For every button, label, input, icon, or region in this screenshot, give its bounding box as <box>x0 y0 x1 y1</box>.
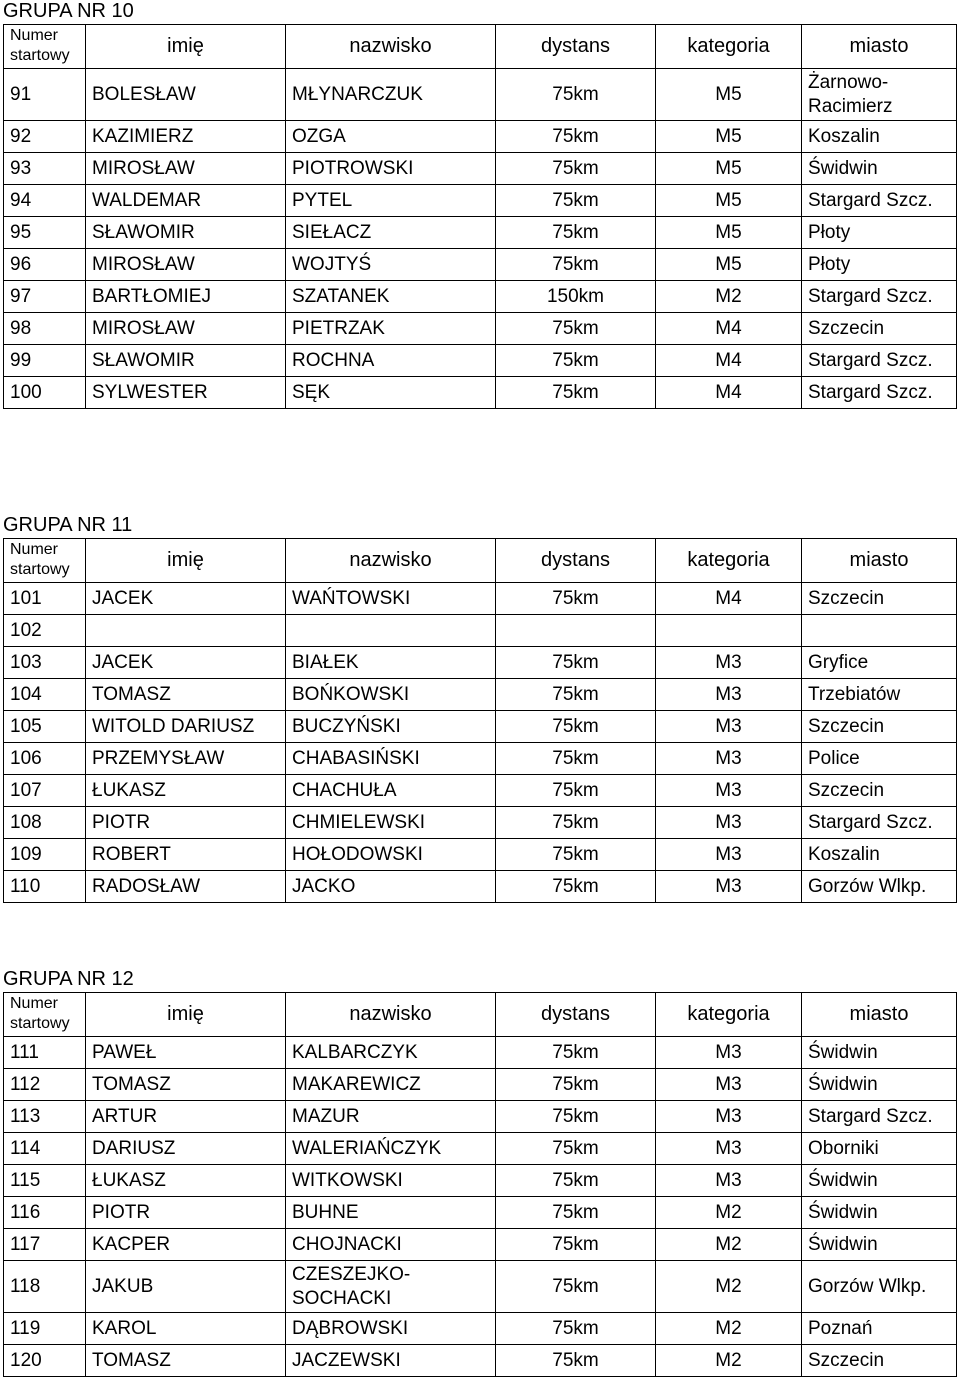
cell-nazwisko: ROCHNA <box>286 345 496 377</box>
cell-nazwisko: PIETRZAK <box>286 313 496 345</box>
group-section <box>0 0 960 409</box>
cell-nazwisko: PYTEL <box>286 185 496 217</box>
table-row <box>4 1069 957 1101</box>
cell-numer: 97 <box>4 281 86 313</box>
cell-dystans: 75km <box>496 1069 656 1101</box>
cell-numer: 96 <box>4 249 86 281</box>
cell-dystans: 75km <box>496 249 656 281</box>
cell-miasto: Żarnowo-Racimierz <box>802 69 957 121</box>
cell-kategoria: M5 <box>656 153 802 185</box>
cell-numer: 119 <box>4 1313 86 1345</box>
cell-imie: MIROSŁAW <box>86 249 286 281</box>
table-row <box>4 185 957 217</box>
group-section <box>0 514 960 903</box>
cell-numer: 120 <box>4 1345 86 1377</box>
cell-nazwisko: WOJTYŚ <box>286 249 496 281</box>
group-title: GRUPA NR 10 <box>3 0 134 22</box>
cell-numer: 105 <box>4 711 86 743</box>
table-row <box>4 153 957 185</box>
cell-kategoria: M5 <box>656 217 802 249</box>
cell-imie: JACEK <box>86 583 286 615</box>
cell-numer: 94 <box>4 185 86 217</box>
cell-dystans: 75km <box>496 775 656 807</box>
cell-nazwisko: CHOJNACKI <box>286 1229 496 1261</box>
table-row <box>4 1101 957 1133</box>
cell-nazwisko: WALERIAŃCZYK <box>286 1133 496 1165</box>
table-row <box>4 121 957 153</box>
cell-numer: 102 <box>4 615 86 647</box>
cell-numer: 111 <box>4 1037 86 1069</box>
table-row <box>4 1037 957 1069</box>
cell-miasto: Szczecin <box>802 711 957 743</box>
table-row <box>4 775 957 807</box>
header-dystans: dystans <box>496 25 656 69</box>
cell-miasto: Stargard Szcz. <box>802 1101 957 1133</box>
cell-nazwisko: SĘK <box>286 377 496 409</box>
cell-imie: PIOTR <box>86 1197 286 1229</box>
cell-dystans: 75km <box>496 153 656 185</box>
table-row <box>4 1229 957 1261</box>
cell-imie: ARTUR <box>86 1101 286 1133</box>
cell-miasto: Koszalin <box>802 839 957 871</box>
cell-miasto: Świdwin <box>802 1165 957 1197</box>
cell-kategoria: M2 <box>656 281 802 313</box>
cell-imie: SYLWESTER <box>86 377 286 409</box>
cell-numer: 107 <box>4 775 86 807</box>
header-kategoria: kategoria <box>656 993 802 1037</box>
cell-nazwisko: JACZEWSKI <box>286 1345 496 1377</box>
cell-imie: WITOLD DARIUSZ <box>86 711 286 743</box>
cell-kategoria: M3 <box>656 743 802 775</box>
cell-numer: 112 <box>4 1069 86 1101</box>
cell-dystans <box>496 615 656 647</box>
header-kategoria: kategoria <box>656 25 802 69</box>
cell-numer: 114 <box>4 1133 86 1165</box>
cell-nazwisko: CZESZEJKO-SOCHACKI <box>286 1261 496 1313</box>
header-row <box>4 539 957 583</box>
cell-kategoria: M4 <box>656 377 802 409</box>
table-row <box>4 647 957 679</box>
cell-kategoria: M3 <box>656 1133 802 1165</box>
cell-numer: 109 <box>4 839 86 871</box>
header-row <box>4 25 957 69</box>
cell-kategoria: M3 <box>656 1069 802 1101</box>
cell-imie: KACPER <box>86 1229 286 1261</box>
cell-kategoria: M2 <box>656 1313 802 1345</box>
cell-kategoria: M2 <box>656 1229 802 1261</box>
cell-nazwisko: BOŃKOWSKI <box>286 679 496 711</box>
table-row <box>4 69 957 121</box>
cell-nazwisko: JACKO <box>286 871 496 903</box>
cell-dystans: 75km <box>496 1313 656 1345</box>
table-row <box>4 679 957 711</box>
cell-miasto: Szczecin <box>802 313 957 345</box>
cell-imie: JAKUB <box>86 1261 286 1313</box>
cell-numer: 98 <box>4 313 86 345</box>
cell-numer: 91 <box>4 69 86 121</box>
cell-nazwisko: SIEŁACZ <box>286 217 496 249</box>
cell-dystans: 75km <box>496 871 656 903</box>
cell-miasto: Police <box>802 743 957 775</box>
cell-miasto: Świdwin <box>802 1197 957 1229</box>
cell-numer: 93 <box>4 153 86 185</box>
table-row <box>4 1165 957 1197</box>
cell-dystans: 75km <box>496 1101 656 1133</box>
table-row <box>4 345 957 377</box>
cell-imie: MIROSŁAW <box>86 153 286 185</box>
header-dystans: dystans <box>496 539 656 583</box>
cell-numer: 95 <box>4 217 86 249</box>
cell-dystans: 75km <box>496 345 656 377</box>
cell-nazwisko: BUHNE <box>286 1197 496 1229</box>
cell-miasto: Gryfice <box>802 647 957 679</box>
table-row <box>4 1313 957 1345</box>
cell-miasto: Stargard Szcz. <box>802 377 957 409</box>
header-imie: imię <box>86 25 286 69</box>
header-kategoria: kategoria <box>656 539 802 583</box>
cell-imie: SŁAWOMIR <box>86 345 286 377</box>
cell-dystans: 75km <box>496 1197 656 1229</box>
cell-kategoria: M3 <box>656 839 802 871</box>
cell-dystans: 75km <box>496 839 656 871</box>
participants-table <box>3 24 957 409</box>
cell-nazwisko: BUCZYŃSKI <box>286 711 496 743</box>
cell-imie: TOMASZ <box>86 679 286 711</box>
cell-nazwisko <box>286 615 496 647</box>
cell-kategoria: M5 <box>656 185 802 217</box>
cell-miasto: Świdwin <box>802 1069 957 1101</box>
cell-imie: KAZIMIERZ <box>86 121 286 153</box>
cell-miasto: Poznań <box>802 1313 957 1345</box>
participants-table <box>3 992 957 1377</box>
cell-nazwisko: MAZUR <box>286 1101 496 1133</box>
cell-imie: PAWEŁ <box>86 1037 286 1069</box>
cell-imie <box>86 615 286 647</box>
cell-nazwisko: MAKAREWICZ <box>286 1069 496 1101</box>
table-row <box>4 1345 957 1377</box>
cell-dystans: 75km <box>496 807 656 839</box>
header-row <box>4 993 957 1037</box>
header-imie: imię <box>86 539 286 583</box>
cell-imie: TOMASZ <box>86 1069 286 1101</box>
cell-nazwisko: MŁYNARCZUK <box>286 69 496 121</box>
cell-nazwisko: BIAŁEK <box>286 647 496 679</box>
cell-dystans: 75km <box>496 1165 656 1197</box>
cell-dystans: 75km <box>496 217 656 249</box>
table-row <box>4 615 957 647</box>
cell-imie: JACEK <box>86 647 286 679</box>
cell-nazwisko: OZGA <box>286 121 496 153</box>
table-row <box>4 871 957 903</box>
cell-imie: ROBERT <box>86 839 286 871</box>
cell-numer: 113 <box>4 1101 86 1133</box>
cell-imie: ŁUKASZ <box>86 775 286 807</box>
cell-dystans: 75km <box>496 121 656 153</box>
cell-imie: MIROSŁAW <box>86 313 286 345</box>
group-title: GRUPA NR 12 <box>3 968 134 990</box>
cell-kategoria: M2 <box>656 1197 802 1229</box>
cell-nazwisko: DĄBROWSKI <box>286 1313 496 1345</box>
cell-dystans: 75km <box>496 583 656 615</box>
cell-kategoria: M3 <box>656 871 802 903</box>
cell-numer: 116 <box>4 1197 86 1229</box>
cell-kategoria: M3 <box>656 1101 802 1133</box>
cell-dystans: 75km <box>496 1133 656 1165</box>
cell-kategoria: M2 <box>656 1345 802 1377</box>
cell-dystans: 75km <box>496 1345 656 1377</box>
cell-imie: SŁAWOMIR <box>86 217 286 249</box>
table-row <box>4 583 957 615</box>
cell-miasto: Gorzów Wlkp. <box>802 1261 957 1313</box>
cell-imie: KAROL <box>86 1313 286 1345</box>
cell-imie: BOLESŁAW <box>86 69 286 121</box>
cell-imie: PRZEMYSŁAW <box>86 743 286 775</box>
cell-numer: 104 <box>4 679 86 711</box>
cell-imie: PIOTR <box>86 807 286 839</box>
cell-miasto: Szczecin <box>802 583 957 615</box>
header-numer: Numer startowy <box>4 993 86 1037</box>
cell-imie: TOMASZ <box>86 1345 286 1377</box>
cell-imie: RADOSŁAW <box>86 871 286 903</box>
table-row <box>4 217 957 249</box>
cell-nazwisko: WITKOWSKI <box>286 1165 496 1197</box>
table-row <box>4 1197 957 1229</box>
header-nazwisko: nazwisko <box>286 25 496 69</box>
cell-numer: 117 <box>4 1229 86 1261</box>
cell-kategoria: M3 <box>656 807 802 839</box>
header-miasto: miasto <box>802 539 957 583</box>
cell-miasto: Oborniki <box>802 1133 957 1165</box>
table-row <box>4 1133 957 1165</box>
cell-numer: 99 <box>4 345 86 377</box>
table-row <box>4 839 957 871</box>
table-row <box>4 249 957 281</box>
cell-numer: 110 <box>4 871 86 903</box>
table-row <box>4 807 957 839</box>
table-row <box>4 377 957 409</box>
cell-nazwisko: KALBARCZYK <box>286 1037 496 1069</box>
header-nazwisko: nazwisko <box>286 539 496 583</box>
cell-kategoria <box>656 615 802 647</box>
cell-numer: 100 <box>4 377 86 409</box>
cell-imie: BARTŁOMIEJ <box>86 281 286 313</box>
cell-imie: WALDEMAR <box>86 185 286 217</box>
cell-miasto: Płoty <box>802 249 957 281</box>
cell-numer: 108 <box>4 807 86 839</box>
header-miasto: miasto <box>802 25 957 69</box>
cell-dystans: 75km <box>496 377 656 409</box>
cell-kategoria: M3 <box>656 647 802 679</box>
table-row <box>4 281 957 313</box>
cell-dystans: 75km <box>496 185 656 217</box>
participants-table <box>3 538 957 903</box>
cell-miasto: Stargard Szcz. <box>802 281 957 313</box>
cell-dystans: 75km <box>496 743 656 775</box>
cell-nazwisko: SZATANEK <box>286 281 496 313</box>
cell-numer: 92 <box>4 121 86 153</box>
cell-miasto: Stargard Szcz. <box>802 807 957 839</box>
cell-miasto <box>802 615 957 647</box>
cell-dystans: 150km <box>496 281 656 313</box>
cell-dystans: 75km <box>496 69 656 121</box>
header-dystans: dystans <box>496 993 656 1037</box>
cell-kategoria: M3 <box>656 1165 802 1197</box>
cell-kategoria: M4 <box>656 345 802 377</box>
cell-numer: 118 <box>4 1261 86 1313</box>
table-row <box>4 743 957 775</box>
cell-miasto: Szczecin <box>802 775 957 807</box>
cell-miasto: Świdwin <box>802 1037 957 1069</box>
header-nazwisko: nazwisko <box>286 993 496 1037</box>
header-imie: imię <box>86 993 286 1037</box>
cell-dystans: 75km <box>496 647 656 679</box>
cell-kategoria: M3 <box>656 711 802 743</box>
cell-miasto: Gorzów Wlkp. <box>802 871 957 903</box>
cell-miasto: Trzebiatów <box>802 679 957 711</box>
header-miasto: miasto <box>802 993 957 1037</box>
cell-numer: 115 <box>4 1165 86 1197</box>
group-title: GRUPA NR 11 <box>3 514 133 536</box>
cell-kategoria: M4 <box>656 313 802 345</box>
cell-numer: 103 <box>4 647 86 679</box>
cell-kategoria: M3 <box>656 1037 802 1069</box>
cell-dystans: 75km <box>496 711 656 743</box>
cell-nazwisko: WAŃTOWSKI <box>286 583 496 615</box>
cell-kategoria: M3 <box>656 775 802 807</box>
cell-miasto: Szczecin <box>802 1345 957 1377</box>
table-row <box>4 313 957 345</box>
cell-miasto: Płoty <box>802 217 957 249</box>
header-numer: Numer startowy <box>4 25 86 69</box>
cell-nazwisko: CHABASIŃSKI <box>286 743 496 775</box>
cell-miasto: Koszalin <box>802 121 957 153</box>
cell-imie: DARIUSZ <box>86 1133 286 1165</box>
cell-nazwisko: HOŁODOWSKI <box>286 839 496 871</box>
cell-miasto: Świdwin <box>802 1229 957 1261</box>
cell-numer: 101 <box>4 583 86 615</box>
cell-miasto: Stargard Szcz. <box>802 185 957 217</box>
cell-dystans: 75km <box>496 679 656 711</box>
table-row <box>4 1261 957 1313</box>
group-section <box>0 968 960 1377</box>
cell-numer: 106 <box>4 743 86 775</box>
cell-kategoria: M5 <box>656 121 802 153</box>
cell-kategoria: M5 <box>656 69 802 121</box>
cell-kategoria: M5 <box>656 249 802 281</box>
cell-kategoria: M3 <box>656 679 802 711</box>
cell-miasto: Stargard Szcz. <box>802 345 957 377</box>
cell-nazwisko: CHACHUŁA <box>286 775 496 807</box>
cell-nazwisko: PIOTROWSKI <box>286 153 496 185</box>
cell-imie: ŁUKASZ <box>86 1165 286 1197</box>
cell-dystans: 75km <box>496 1037 656 1069</box>
header-numer: Numer startowy <box>4 539 86 583</box>
cell-kategoria: M2 <box>656 1261 802 1313</box>
cell-nazwisko: CHMIELEWSKI <box>286 807 496 839</box>
cell-dystans: 75km <box>496 1229 656 1261</box>
cell-kategoria: M4 <box>656 583 802 615</box>
cell-dystans: 75km <box>496 1261 656 1313</box>
table-row <box>4 711 957 743</box>
cell-dystans: 75km <box>496 313 656 345</box>
cell-miasto: Świdwin <box>802 153 957 185</box>
